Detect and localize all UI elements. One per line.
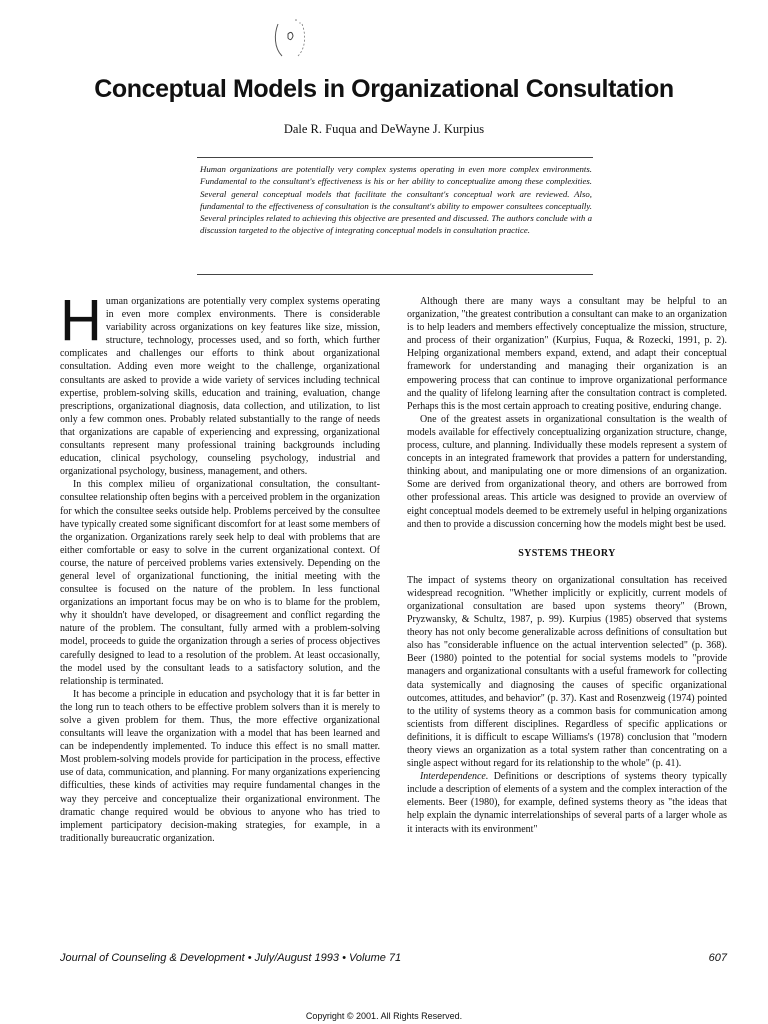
paragraph-lead: Interdependence. (420, 771, 489, 783)
paragraph-text: uman organizations are potentially very complex systems operating in even more complex environments. There is considerable variability across organizations on key features like size, mission, structure, technology, processes used, and so forth, which further complicates and challenges our efforts to think about organizational consultation. Adding even more weight to the challenge, organizational consultants are asked to provide a wide variety of services including technical expertise, problem-solving skills, education and training, evaluation, change prescriptions, organizational diagnosis, data collection, and utilization, to list only a few common ones. Probably related substantially to the range of needs that organizations are capable of experiencing and expressing, organizational consultants represent many professional training backgrounds including education, clinical psychology, counseling psychology, industrial and organizational psychology, business, management, and others. (60, 296, 380, 478)
paragraph: It has become a principle in education and psychology that it is far better in the long run to teach others to be effective problem solvers than it is merely to solve a given problem for them. Thus, the more effective organizational consultants will leave the organization with a model that has been learned and can be independently implemented. To induce this effect is no small matter. Most problem-solving models provide for participation in the process, effective use of data, communication, and planning. For many organizations experiencing difficulties, these kinds of activities may require fundamental changes in the way they perceive and conceptualize their organizational environment. The dramatic change required would be obvious to anyone who has tried to implement participatory decision-making strategies, for example, in a traditionally bureaucratic organization. (60, 688, 380, 844)
paragraph: In this complex milieu of organizational consultation, the consultant-consultee relationship often begins with a perceived problem in the organization for which the consultee seeks outside help. Problems perceived by the consultee have typically created some significant discomfort for at least some members of the organization. Organizations rarely seek help to deal with problems that are either comfortable or easy to solve in the current organizational context. Of course, the nature of perceived problems varies extensively. Depending on the general level of organizational functioning, the initial meeting with the consultee is focused on the nature of the problem. In less functional organizations an important focus may be on who is to blame for the problem, why it shouldn't have developed, or disagreement and conflict regarding the nature of the problem. The consultant, fully armed with a problem-solving model, proceeds to guide the organization through a series of process objectives carefully designed to lead to a resolution of the problem. At least occasionally, the model used by the consultant leads to a satisfactory solution, and the relationship is terminated. (60, 479, 380, 687)
abstract-top-rule (197, 157, 593, 158)
article-authors: Dale R. Fuqua and DeWayne J. Kurpius (283, 122, 485, 136)
journal-citation: Journal of Counseling & Development • July/August 1993 • Volume 71 (60, 952, 402, 964)
drop-cap: H (60, 288, 102, 353)
abstract: Human organizations are potentially very complex systems operating in even more complex environments. Fundamental to the consultant's effectiveness is his or her ability to conceptualize among these complexities. Several general conceptual models that facilitate the consultant's conceptual work are reviewed. Also, fundamental to the effectiveness of consultation is the consultant's ability to empower consultees conceptually. Several principles related to achieving this objective are presented and discussed. The authors conclude with a discussion targeted to the objective of integrating conceptual models in consultation practice. (200, 164, 592, 236)
copyright-notice: Copyright © 2001. All Rights Reserved. (305, 1011, 463, 1021)
article-title: Conceptual Models in Organizational Consultation (94, 75, 674, 103)
paragraph: One of the greatest assets in organizational consultation is the wealth of models available for effectively conceptualizing organization structure, change, process, culture, and planning. Individually these models represent a system of concepts in an integrated framework that provides a pattern for understanding, thinking about, and manipulating one or more dimensions of an organization. Some are derived from organizational theory, and others are borrowed from other professional areas. This article was designed to provide an overview of eight conceptual models deemed to be extremely useful in helping organizations and then to provide a discussion concerning how the models might best be used. (407, 413, 727, 530)
page-number: 607 (708, 952, 727, 964)
left-column (60, 288, 380, 845)
abstract-bottom-rule (197, 274, 593, 275)
right-column (407, 295, 727, 836)
stamp-mark-icon (270, 14, 310, 66)
paragraph (407, 770, 727, 835)
section-heading: SYSTEMS THEORY (518, 547, 616, 559)
paragraph: The impact of systems theory on organizational consultation has received widespread recognition. "Whether implicitly or explicitly, current models of organizational consultation are based upon systems theory" (Brown, Pryzwansky, & Schultz, 1987, p. 99). Kurpius (1985) observed that systems theory has not only become generalizable across definitions of consultation but also has "considerable influence on the actual intervention selected" (p. 368). Beer (1980) pointed to the potential for social systems models to "provide managers and organizational consultants with a useful framework for collecting data systemically and diagnosing the causes of specific organizational outcomes, attitudes, and behavior" (p. 37). Kast and Rosenzweig (1974) pointed to the utility of systems theory as a common basis for communication among scientists from different disciplines. Regardless of specific applications or definitions, it is difficult to escape Williams's (1978) conclusion that "modern theory views an organization as a total system rather than concentrating on a single aspect without regard for its relationship to the whole" (p. 41). (407, 574, 727, 770)
paragraph: Although there are many ways a consultant may be helpful to an organization, "the greatest contribution a consultant can make to an organization is to help leaders and members effectively conceptualize the mission, structure, and process of their organization" (Kurpius, Fuqua, & Rozecki, 1991, p. 2). Helping organizational members expand, extend, and adapt their conceptual framework for understanding and managing their organization is an empowering process that can continue to improve organizational performance and the quality of lifelong learning after the consultation contract is completed. Perhaps this is the most certain approach to creating positive, enduring change. (407, 296, 727, 412)
paragraph (60, 288, 380, 478)
paragraph-text: Definitions or descriptions of systems theory typically include a description of elements of a system and the complex interaction of the elements. Beer (1980), for example, defined systems theory as "the ideas that help explain the dynamic interrelationships of several parts of a larger whole as it interacts with its environment" (407, 771, 727, 835)
